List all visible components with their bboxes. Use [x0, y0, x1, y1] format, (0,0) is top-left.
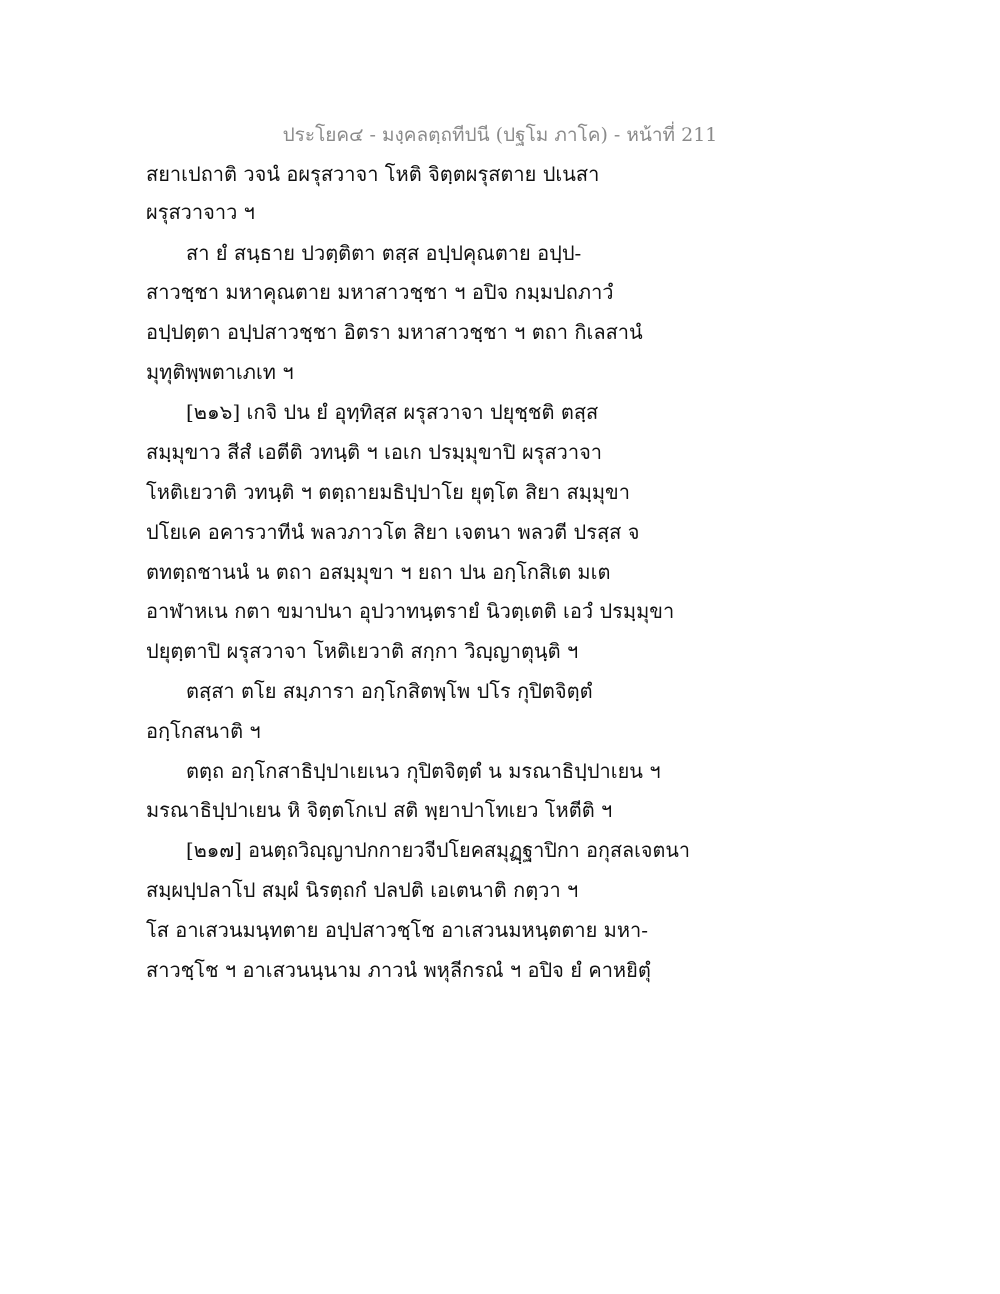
text-line: โส อาเสวนมนฺทตาย อปฺปสาวชฺโช อาเสวนมหนฺตตาย มหา- [146, 918, 649, 942]
text-line: สาวชฺโช ฯ อาเสวนนฺนาม ภาวนํ พหุลีกรณํ ฯ อปิจ ยํ คาหยิตุํ [146, 958, 651, 982]
text-line: ตสฺสา ตโย สมฺภารา อกฺโกสิตพฺโพ ปโร กุปิตจิตฺตํ [186, 679, 593, 703]
text-line: อกฺโกสนาติ ฯ [146, 719, 261, 743]
text-line: ตทตฺถชานนํ น ตถา อสมฺมุขา ฯ ยถา ปน อกฺโกสิเต มเต [146, 560, 611, 584]
text-line: สยาเปถาติ วจนํ อผรุสวาจา โหติ จิตฺตผรุสตาย ปเนสา [146, 162, 600, 186]
text-line: ปยุตฺตาปิ ผรุสวาจา โหติเยวาติ สกฺกา วิญฺญาตุนฺติ ฯ [146, 639, 579, 663]
text-line: [๒๑๖] เกจิ ปน ยํ อุทฺทิสฺส ผรุสวาจา ปยุชฺชติ ตสฺส [186, 400, 599, 424]
text-line: อปฺปตฺตา อปฺปสาวชฺชา อิตรา มหาสาวชฺชา ฯ ตถา กิเลสานํ [146, 320, 643, 344]
text-line: ปโยเค อคารวาทีนํ พลวภาวโต สิยา เจตนา พลวตี ปรสฺส จ [146, 520, 640, 544]
text-line: สา ยํ สนฺธาย ปวตฺติตา ตสฺส อปฺปคุณตาย อปฺป- [186, 241, 582, 265]
text-line: [๒๑๗] อนตฺถวิญฺญาปกกายวจีปโยคสมุฏฺฐาปิกา อกุสลเจตนา [186, 838, 690, 862]
text-line: สมฺมุขาว สีสํ เอตีติ วทนฺติ ฯ เอเก ปรมฺมุขาปิ ผรุสวาจา [146, 440, 603, 464]
text-line: อาฬาหเน กตา ขมาปนา อุปวาทนฺตรายํ นิวตฺเตติ เอวํ ปรมฺมุขา [146, 599, 675, 623]
text-line: มรณาธิปฺปาเยน หิ จิตฺตโกเป สติ พฺยาปาโทเยว โหตีติ ฯ [146, 798, 613, 822]
text-line: สาวชฺชา มหาคุณตาย มหาสาวชฺชา ฯ อปิจ กมฺมปถภาวํ [146, 280, 614, 304]
text-line: โหติเยวาติ วทนฺติ ฯ ตตฺถายมธิปฺปาโย ยุตฺโต สิยา สมฺมุขา [146, 480, 630, 504]
page-header: ประโยค๔ - มงฺคลตฺถทีปนี (ปฐโม ภาโค) - หน้าที่ 211 [282, 124, 718, 146]
text-line: มุทุติพฺพตาเภเท ฯ [146, 360, 294, 384]
text-line: ตตฺถ อกฺโกสาธิปฺปาเยเนว กุปิตจิตฺตํ น มรณาธิปฺปาเยน ฯ [186, 759, 661, 783]
text-line: สมฺผปฺปลาโป สมฺผํ นิรตฺถกํ ปลปติ เอเตนาติ กตฺวา ฯ [146, 878, 579, 902]
text-line: ผรุสวาจาว ฯ [146, 200, 255, 224]
